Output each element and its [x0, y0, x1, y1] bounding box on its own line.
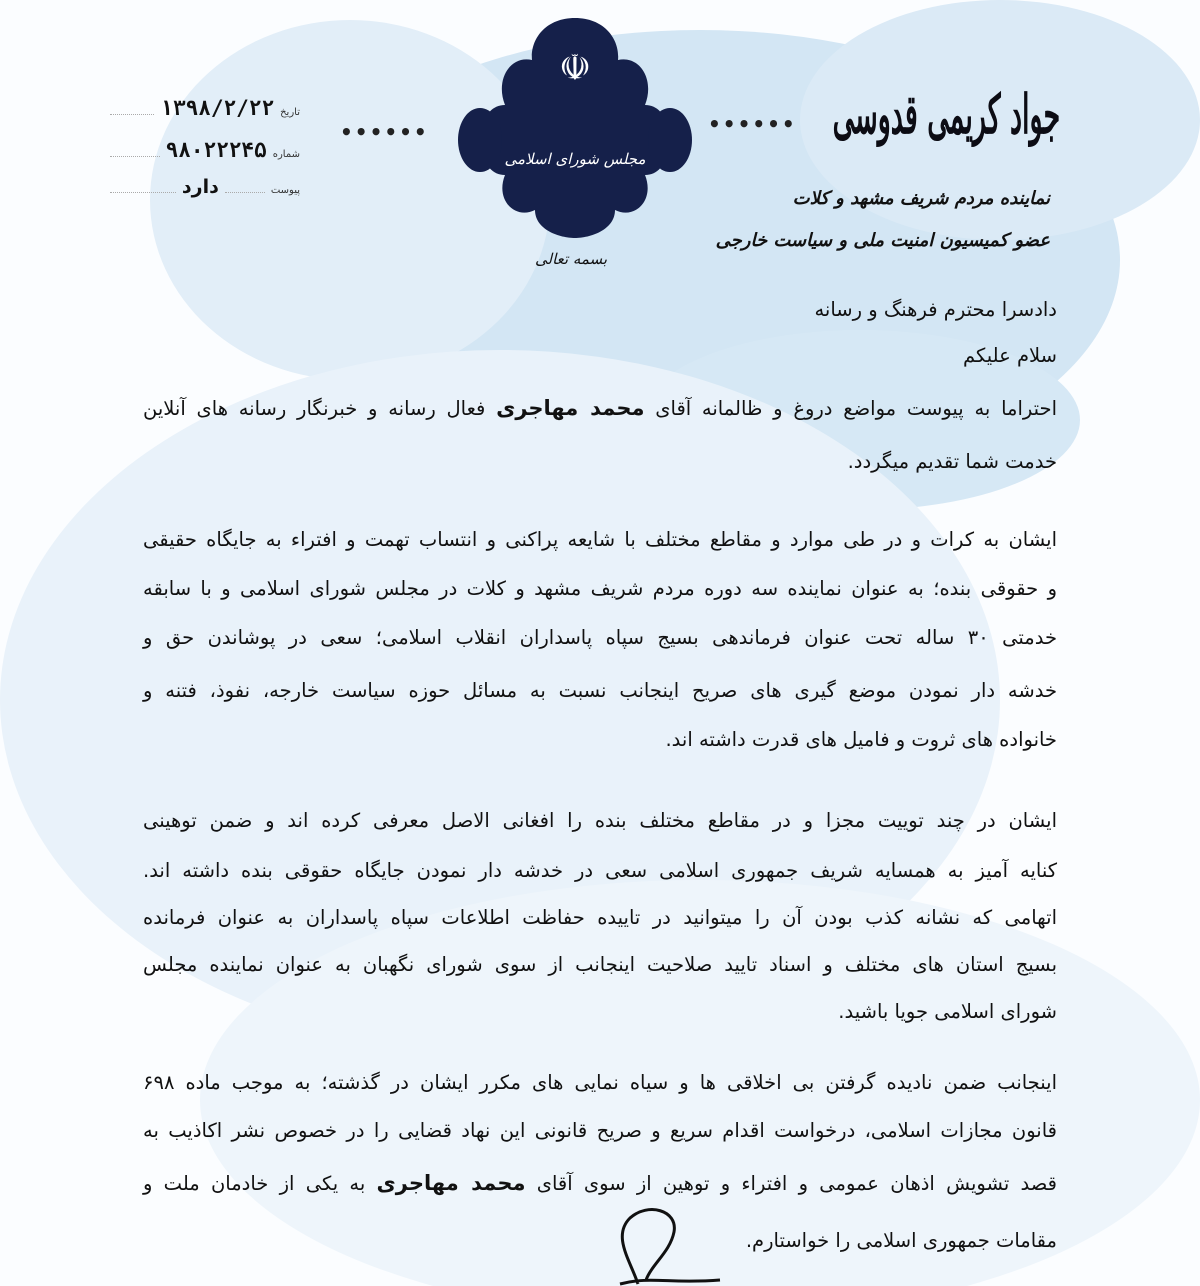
parliament-emblem	[440, 10, 710, 240]
paragraph-3-line: ایشان در چند توییت مجزا و در مقاطع مختلف بنده را افغانی الاصل معرفی کرده اند و ضمن توهینی	[143, 809, 1057, 832]
bismillah: بسمه تعالی	[535, 250, 608, 268]
text: به یکی از خادمان ملت و	[143, 1172, 377, 1195]
paragraph-1-line	[143, 395, 1057, 422]
attachment-field	[110, 176, 300, 198]
paragraph-4-line: قانون مجازات اسلامی، درخواست اقدام سریع و صریح قانونی این نهاد قضایی را در خصوص نشر اکاذیب به	[143, 1119, 1057, 1142]
svg-text:☫: ☫	[558, 48, 592, 89]
paragraph-2-line: خانواده های ثروت و فامیل های قدرت داشته اند.	[665, 728, 1057, 751]
text: قصد تشویش اذهان عمومی و افتراء و توهین از سوی آقای	[525, 1172, 1058, 1195]
dots-divider: ••••••	[708, 112, 797, 136]
sender-name: جواد کریمی قدوسی	[832, 82, 1060, 146]
dots-divider: ••••••	[340, 120, 429, 144]
greeting: سلام علیکم	[963, 344, 1057, 367]
date-value: ۱۳۹۸/۲/۲۲	[160, 96, 275, 120]
paragraph-3-line: اتهامی که نشانه کذب بودن آن را میتوانید در تاییده حفاظت اطلاعات سپاه پاسداران به عنوان فرمانده	[143, 906, 1057, 929]
paragraph-4-line: اینجانب ضمن نادیده گرفتن بی اخلاقی ها و سیاه نمایی های مکرر ایشان در گذشته؛ به موجب ماده ۶۹۸	[143, 1071, 1057, 1094]
recipient: دادسرا محترم فرهنگ و رسانه	[814, 298, 1057, 321]
emblem-text: مجلس شورای اسلامی	[504, 150, 646, 168]
attachment-label: پیوست	[270, 185, 300, 196]
date-field	[110, 96, 300, 120]
paragraph-2-line: خدمتی ۳۰ ساله تحت عنوان فرماندهی بسیج سپاه پاسداران انقلاب اسلامی؛ سعی در پوشاندن حق و	[143, 626, 1057, 649]
paragraph-4-line	[143, 1170, 1057, 1197]
paragraph-3-line: کنایه آمیز به همسایه شریف جمهوری اسلامی سعی در خدشه دار نمودن جایگاه حقوقی بنده داشته اند.	[143, 859, 1057, 882]
paragraph-2-line: ایشان به کرات و در طی موارد و مقاطع مختلف با شایعه پراکنی و انتساب تهمت و افتراء به جایگاه حقیقی	[143, 528, 1057, 551]
paragraph-2-line: و حقوقی بنده؛ به عنوان نماینده سه دوره مردم شریف مشهد و کلات در مجلس شورای اسلامی و با سابقه	[143, 577, 1057, 600]
paragraph-4-line: مقامات جمهوری اسلامی را خواستارم.	[745, 1229, 1057, 1252]
paragraph-3-line: شورای اسلامی جویا باشید.	[838, 1000, 1057, 1023]
number-value: ۹۸۰۲۲۲۴۵	[165, 138, 267, 162]
paragraph-2-line: خدشه دار نمودن موضع گیری های صریح اینجانب نسبت به مسائل حوزه سیاست خارجه، نفوذ، فتنه و	[143, 679, 1057, 702]
person-name: محمد مهاجری	[496, 396, 645, 420]
date-label: تاریخ	[280, 107, 300, 118]
paragraph-1-line: خدمت شما تقدیم میگردد.	[847, 450, 1057, 473]
sender-title: نماینده مردم شریف مشهد و کلات	[792, 188, 1050, 209]
sender-committee: عضو کمیسیون امنیت ملی و سیاست خارجی	[715, 230, 1050, 251]
text: احتراما به پیوست مواضع دروغ و ظالمانه آقای	[644, 397, 1057, 420]
number-field	[110, 138, 300, 162]
paragraph-3-line: بسیج استان های مختلف و اسناد تایید صلاحیت اینجانب از سوی شورای نگهبان به عنوان نماینده مجلس	[143, 953, 1057, 976]
text: فعال رسانه و خبرنگار رسانه های آنلاین	[143, 397, 497, 420]
attachment-value: دارد	[181, 176, 219, 198]
person-name: محمد مهاجری	[376, 1171, 526, 1195]
number-label: شماره	[272, 149, 300, 160]
